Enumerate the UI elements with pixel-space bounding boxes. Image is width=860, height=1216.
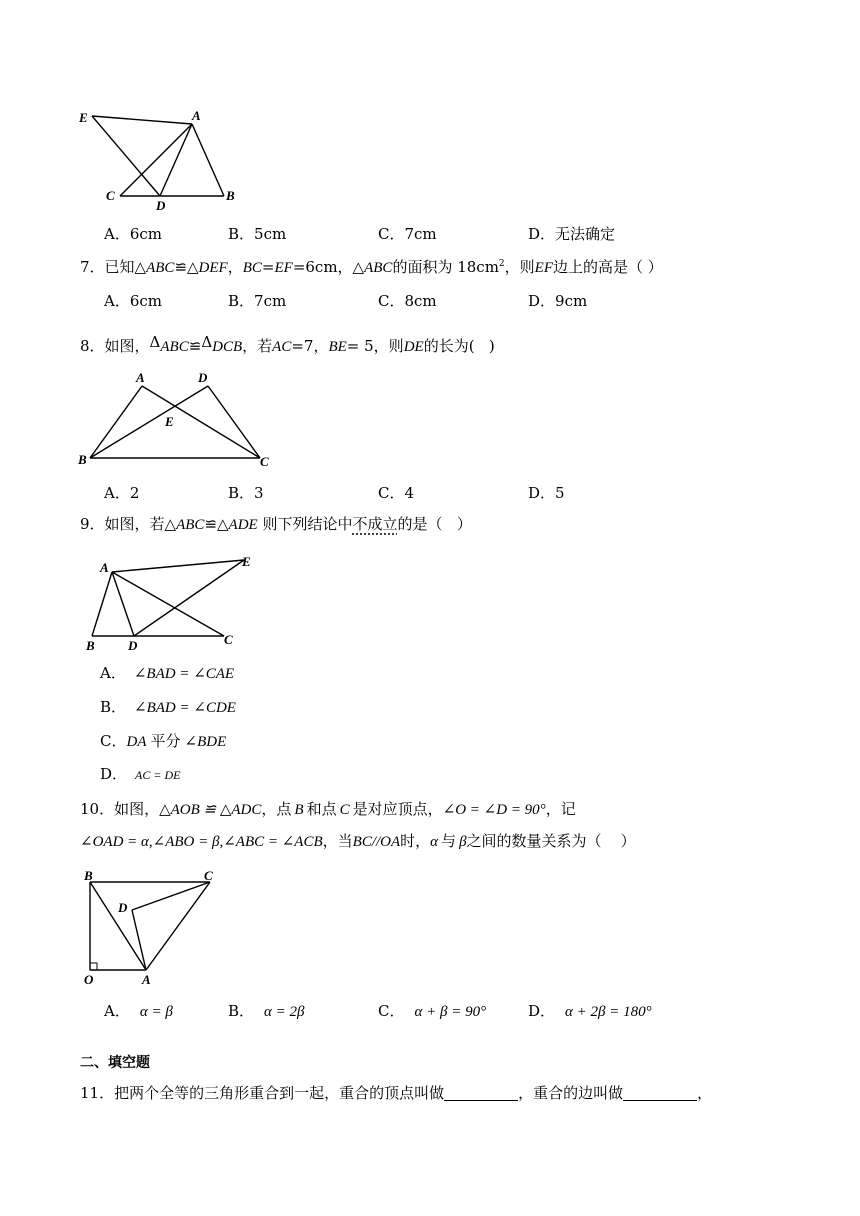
q7-option-c[interactable]: C．8cm <box>378 292 437 310</box>
q8-abc: ABC <box>160 339 189 355</box>
q8-cong: ≌ <box>188 337 202 355</box>
q7-bc: BC <box>242 260 262 276</box>
q9-point-a: A <box>100 560 109 575</box>
q8-option-b[interactable]: B．3 <box>228 484 264 502</box>
q7-t1: △ <box>134 258 147 276</box>
q8-line-bd <box>90 386 208 458</box>
q9-option-d-expr: AC = DE <box>135 768 181 782</box>
q10-option-d-expr: α + 2β = 180° <box>565 1004 652 1020</box>
q8-line-ba <box>90 386 142 458</box>
q11-blank-2[interactable] <box>623 1086 697 1101</box>
q9-option-b[interactable] <box>100 700 236 716</box>
q10-text-b: ，点 <box>261 800 292 818</box>
q6-line-ea <box>92 116 192 124</box>
q8-figure <box>76 370 276 470</box>
q7-option-b[interactable]: B．7cm <box>228 292 287 310</box>
q11-part3: ， <box>697 1084 713 1102</box>
q10-figure <box>80 866 240 986</box>
q10-option-d[interactable] <box>528 1004 652 1020</box>
q10-par: BC//OA <box>352 834 401 850</box>
q9-option-a[interactable] <box>100 666 234 682</box>
q9-line-ab <box>92 572 112 636</box>
q9-rest: 的是（ ） <box>397 515 472 533</box>
q10-text-e: ，记 <box>545 800 576 818</box>
q8-if: ，若 <box>242 337 273 355</box>
q6-option-d[interactable]: D．无法确定 <box>528 225 616 243</box>
q8-ac: AC <box>272 339 292 355</box>
q6-point-c: C <box>106 188 115 203</box>
q10-option-b[interactable] <box>228 1004 305 1020</box>
q10-option-a[interactable] <box>104 1004 173 1020</box>
q7-rest: 边上的高是（ ） <box>553 258 663 276</box>
q9-point-e: E <box>242 554 251 569</box>
q8-point-e: E <box>165 414 174 429</box>
q10-angle: ∠O = ∠D = 90° <box>442 802 546 818</box>
q9-num: 9．如图，若△ <box>80 515 177 533</box>
q9-option-c-label: C． <box>100 732 127 750</box>
q8-de: DE <box>403 339 424 355</box>
q6-point-a: A <box>192 108 201 123</box>
q7-abc: ABC <box>146 260 175 276</box>
q9-emph: 不成立 <box>352 515 398 533</box>
q8-point-b: B <box>78 452 87 467</box>
q10-when: ，当 <box>322 832 353 850</box>
q10-option-d-label: D． <box>528 1002 556 1020</box>
q7-eq: = <box>261 258 275 276</box>
q10-point-b-text: B <box>294 802 304 818</box>
q8-line-dc <box>208 386 260 458</box>
q9-ade: ADE <box>228 517 258 533</box>
q6-option-b[interactable]: B．5cm <box>228 225 287 243</box>
q9-option-c[interactable] <box>100 734 226 750</box>
q7-question <box>80 260 663 276</box>
q9-option-d[interactable] <box>100 767 180 782</box>
q8-eq7: =7， <box>291 337 329 355</box>
q10-point-d: D <box>118 900 128 915</box>
q10-tri: △AOB ≌ △ADC <box>159 802 262 818</box>
q9-line-ac <box>112 572 224 636</box>
q6-point-e: E <box>79 110 88 125</box>
q8-num: 8．如图， <box>80 337 150 355</box>
q11-question <box>80 1086 712 1101</box>
q7-area: 的面积为 18cm <box>392 258 499 276</box>
q10-text-d: 是对应顶点， <box>352 800 443 818</box>
q11-part2: ，重合的边叫做 <box>518 1084 624 1102</box>
q10-point-a: A <box>142 972 151 987</box>
q10-expr: ∠OAD = α,∠ABO = β,∠ABC = ∠ACB <box>80 834 323 850</box>
q9-figure <box>82 552 262 652</box>
q8-tri2: Δ <box>201 333 213 351</box>
q7-abc2: ABC <box>364 260 393 276</box>
q9-mid: 则下列结论中 <box>262 515 353 533</box>
q9-point-d: D <box>128 638 138 653</box>
q7-six: =6cm，△ <box>292 258 365 276</box>
q8-point-c: C <box>260 454 269 469</box>
q10-time: 时， <box>400 832 431 850</box>
q10-text-c: 和点 <box>306 800 337 818</box>
q9-abc: ABC <box>176 517 205 533</box>
q10-option-c-expr: α + β = 90° <box>414 1004 487 1020</box>
q8-option-a[interactable]: A．2 <box>104 484 140 502</box>
q10-option-b-expr: α = 2β <box>264 1004 305 1020</box>
q9-point-c: C <box>224 632 233 647</box>
q9-option-c-expr: ∠BDE <box>184 734 227 750</box>
q8-rest: 的长为( ) <box>423 337 495 355</box>
q8-tri1: Δ <box>149 333 161 351</box>
q10-option-a-label: A． <box>104 1002 130 1020</box>
q8-option-d[interactable]: D．5 <box>528 484 565 502</box>
q10-alpha: α <box>430 834 439 850</box>
q6-line-ca <box>120 124 192 196</box>
q7-sup: 2 <box>498 259 505 269</box>
q9-question <box>80 517 472 533</box>
q8-eq5: = 5，则 <box>346 337 404 355</box>
q9-option-c-mid: 平分 <box>150 732 181 750</box>
q11-blank-1[interactable] <box>444 1086 518 1101</box>
q9-point-b: B <box>86 638 95 653</box>
q10-point-c: C <box>204 868 213 883</box>
q6-figure <box>76 104 246 213</box>
q6-line-da <box>160 124 192 196</box>
q10-option-c-label: C． <box>378 1002 405 1020</box>
q10-right-angle-mark <box>90 963 97 970</box>
q10-point-b: B <box>84 868 93 883</box>
q9-option-c-da: DA <box>126 734 147 750</box>
q10-line-ba <box>90 882 146 970</box>
q10-rest: 之间的数量关系为（ ） <box>466 832 636 850</box>
q10-beta: β <box>459 834 467 850</box>
q10-num: 10．如图， <box>80 800 160 818</box>
q8-line-ac <box>142 386 260 458</box>
q7-cong: ≌△ <box>174 258 199 276</box>
q10-line-da <box>132 910 146 970</box>
q8-be: BE <box>328 339 347 355</box>
q7-def: DEF <box>198 260 228 276</box>
q10-line1 <box>80 802 576 818</box>
q10-line2 <box>80 834 636 850</box>
q7-comma1: ， <box>227 258 243 276</box>
q9-line-ad <box>112 572 134 636</box>
q7-then: ，则 <box>504 258 535 276</box>
q8-question <box>80 335 495 355</box>
q9-option-d-label: D． <box>100 765 128 783</box>
q9-option-a-label: A． <box>100 664 126 682</box>
q9-line-de <box>134 560 244 636</box>
q8-point-d: D <box>198 370 208 385</box>
q10-option-a-expr: α = β <box>139 1004 173 1020</box>
q10-with: 与 <box>441 832 457 850</box>
q10-point-c-text: C <box>339 802 350 818</box>
q6-line-ed <box>92 116 160 196</box>
q6-point-d: D <box>156 198 166 213</box>
q10-line-dc <box>132 882 210 910</box>
q6-option-a[interactable]: A．6cm <box>104 225 163 243</box>
q7-option-d[interactable]: D．9cm <box>528 292 588 310</box>
q10-point-o: O <box>84 972 94 987</box>
q10-line-ca <box>146 882 210 970</box>
q7-ef: EF <box>274 260 293 276</box>
q10-option-c[interactable] <box>378 1004 486 1020</box>
q6-option-c[interactable]: C．7cm <box>378 225 437 243</box>
q6-line-ab <box>192 124 224 196</box>
q7-option-a[interactable]: A．6cm <box>104 292 163 310</box>
q9-option-b-expr: ∠BAD = ∠CDE <box>134 700 236 716</box>
q9-option-b-label: B． <box>100 698 127 716</box>
q11-part1: 11．把两个全等的三角形重合到一起，重合的顶点叫做 <box>80 1084 445 1102</box>
q9-option-a-expr: ∠BAD = ∠CAE <box>133 666 235 682</box>
q8-point-a: A <box>136 370 145 385</box>
q9-cong: ≌△ <box>204 515 229 533</box>
q8-dcb: DCB <box>212 339 243 355</box>
q8-option-c[interactable]: C．4 <box>378 484 415 502</box>
section-title: 二、填空题 <box>80 1055 150 1071</box>
q7-num: 7．已知 <box>80 258 135 276</box>
q9-line-ae <box>112 560 244 572</box>
q7-ef2: EF <box>534 260 553 276</box>
q6-point-b: B <box>226 188 235 203</box>
q10-option-b-label: B． <box>228 1002 255 1020</box>
